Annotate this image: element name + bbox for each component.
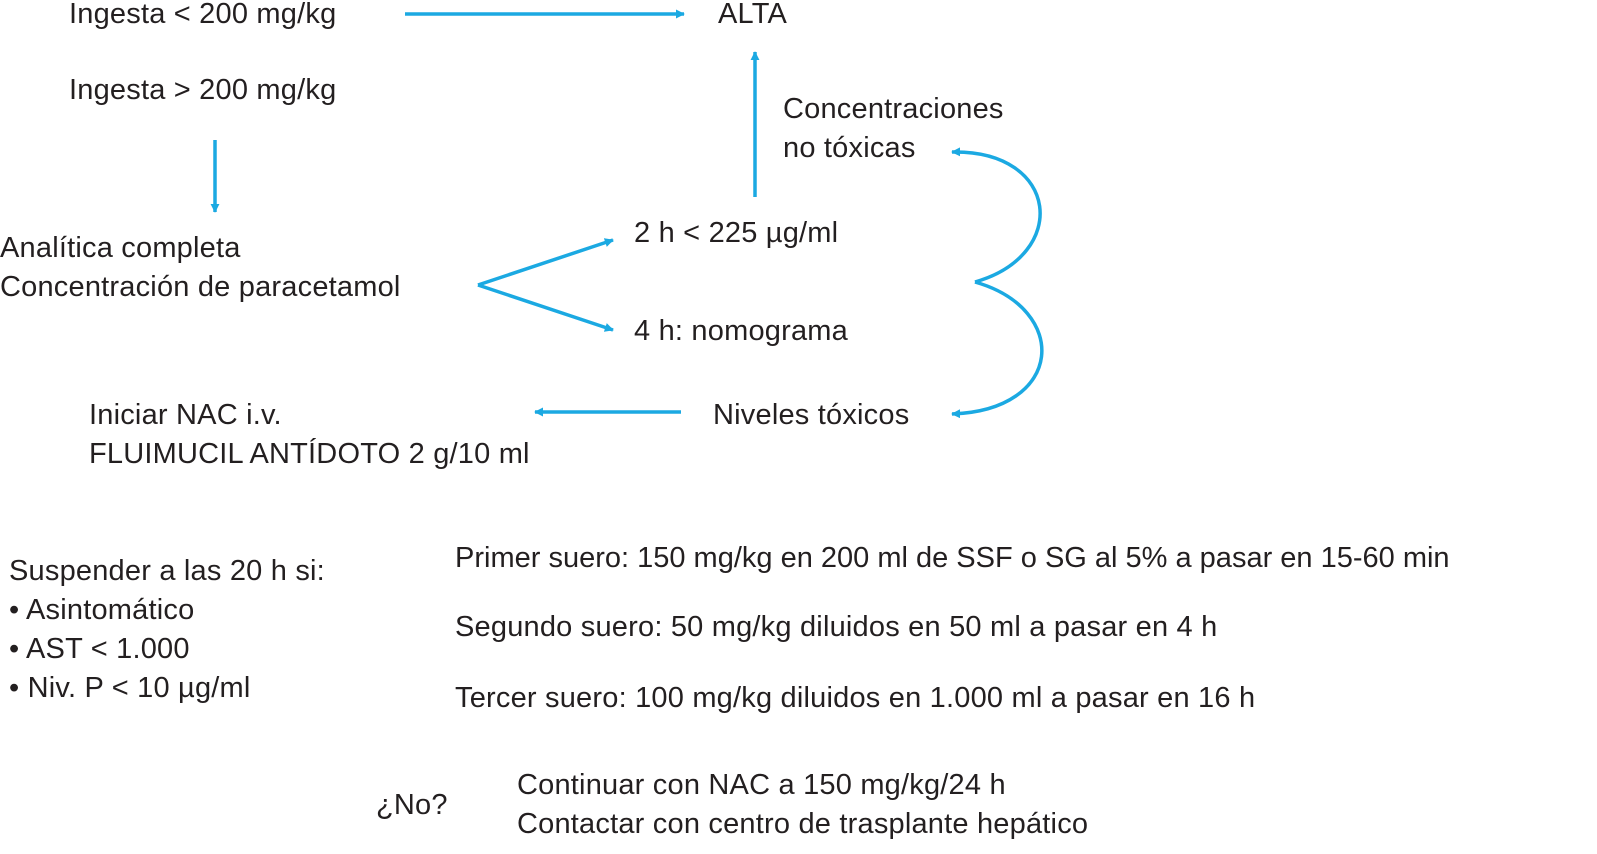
ingest-low-label: Ingesta < 200 mg/kg	[69, 0, 337, 30]
analysis-label-line2: Concentración de paracetamol	[0, 271, 401, 303]
arrow-brace-to-nontoxic	[952, 152, 1040, 282]
suspend-item-paracetamol-level: • Niv. P < 10 µg/ml	[9, 672, 251, 704]
nontoxic-label-line1: Concentraciones	[783, 93, 1004, 125]
alta-label: ALTA	[718, 0, 788, 30]
arrow-to-4h	[478, 285, 613, 330]
nontoxic-label-line2: no tóxicas	[783, 132, 916, 164]
regimen-second: Segundo suero: 50 mg/kg diluidos en 50 ml a pasar en 4 h	[455, 611, 1218, 643]
level-2h-label: 2 h < 225 µg/ml	[634, 217, 839, 249]
suspend-item-ast: • AST < 1.000	[9, 633, 190, 665]
suspend-item-asymptomatic: • Asintomático	[9, 594, 195, 626]
ingest-high-label: Ingesta > 200 mg/kg	[69, 74, 337, 106]
arrow-brace-to-toxic	[952, 282, 1042, 414]
fallback-line1: Continuar con NAC a 150 mg/kg/24 h	[517, 769, 1006, 801]
fallback-line2: Contactar con centro de trasplante hepático	[517, 808, 1089, 840]
arrow-to-2h	[478, 240, 613, 285]
nac-label-line2: FLUIMUCIL ANTÍDOTO 2 g/10 ml	[89, 438, 530, 470]
level-4h-label: 4 h: nomograma	[634, 315, 848, 347]
regimen-first: Primer suero: 150 mg/kg en 200 ml de SSF o SG al 5% a pasar en 15-60 min	[455, 542, 1450, 574]
regimen-third: Tercer suero: 100 mg/kg diluidos en 1.000 ml a pasar en 16 h	[455, 682, 1256, 714]
toxic-label: Niveles tóxicos	[713, 399, 910, 431]
nac-label-line1: Iniciar NAC i.v.	[89, 399, 282, 431]
analysis-label-line1: Analítica completa	[0, 232, 241, 264]
suspend-title: Suspender a las 20 h si:	[9, 555, 325, 587]
fallback-question: ¿No?	[376, 789, 448, 821]
